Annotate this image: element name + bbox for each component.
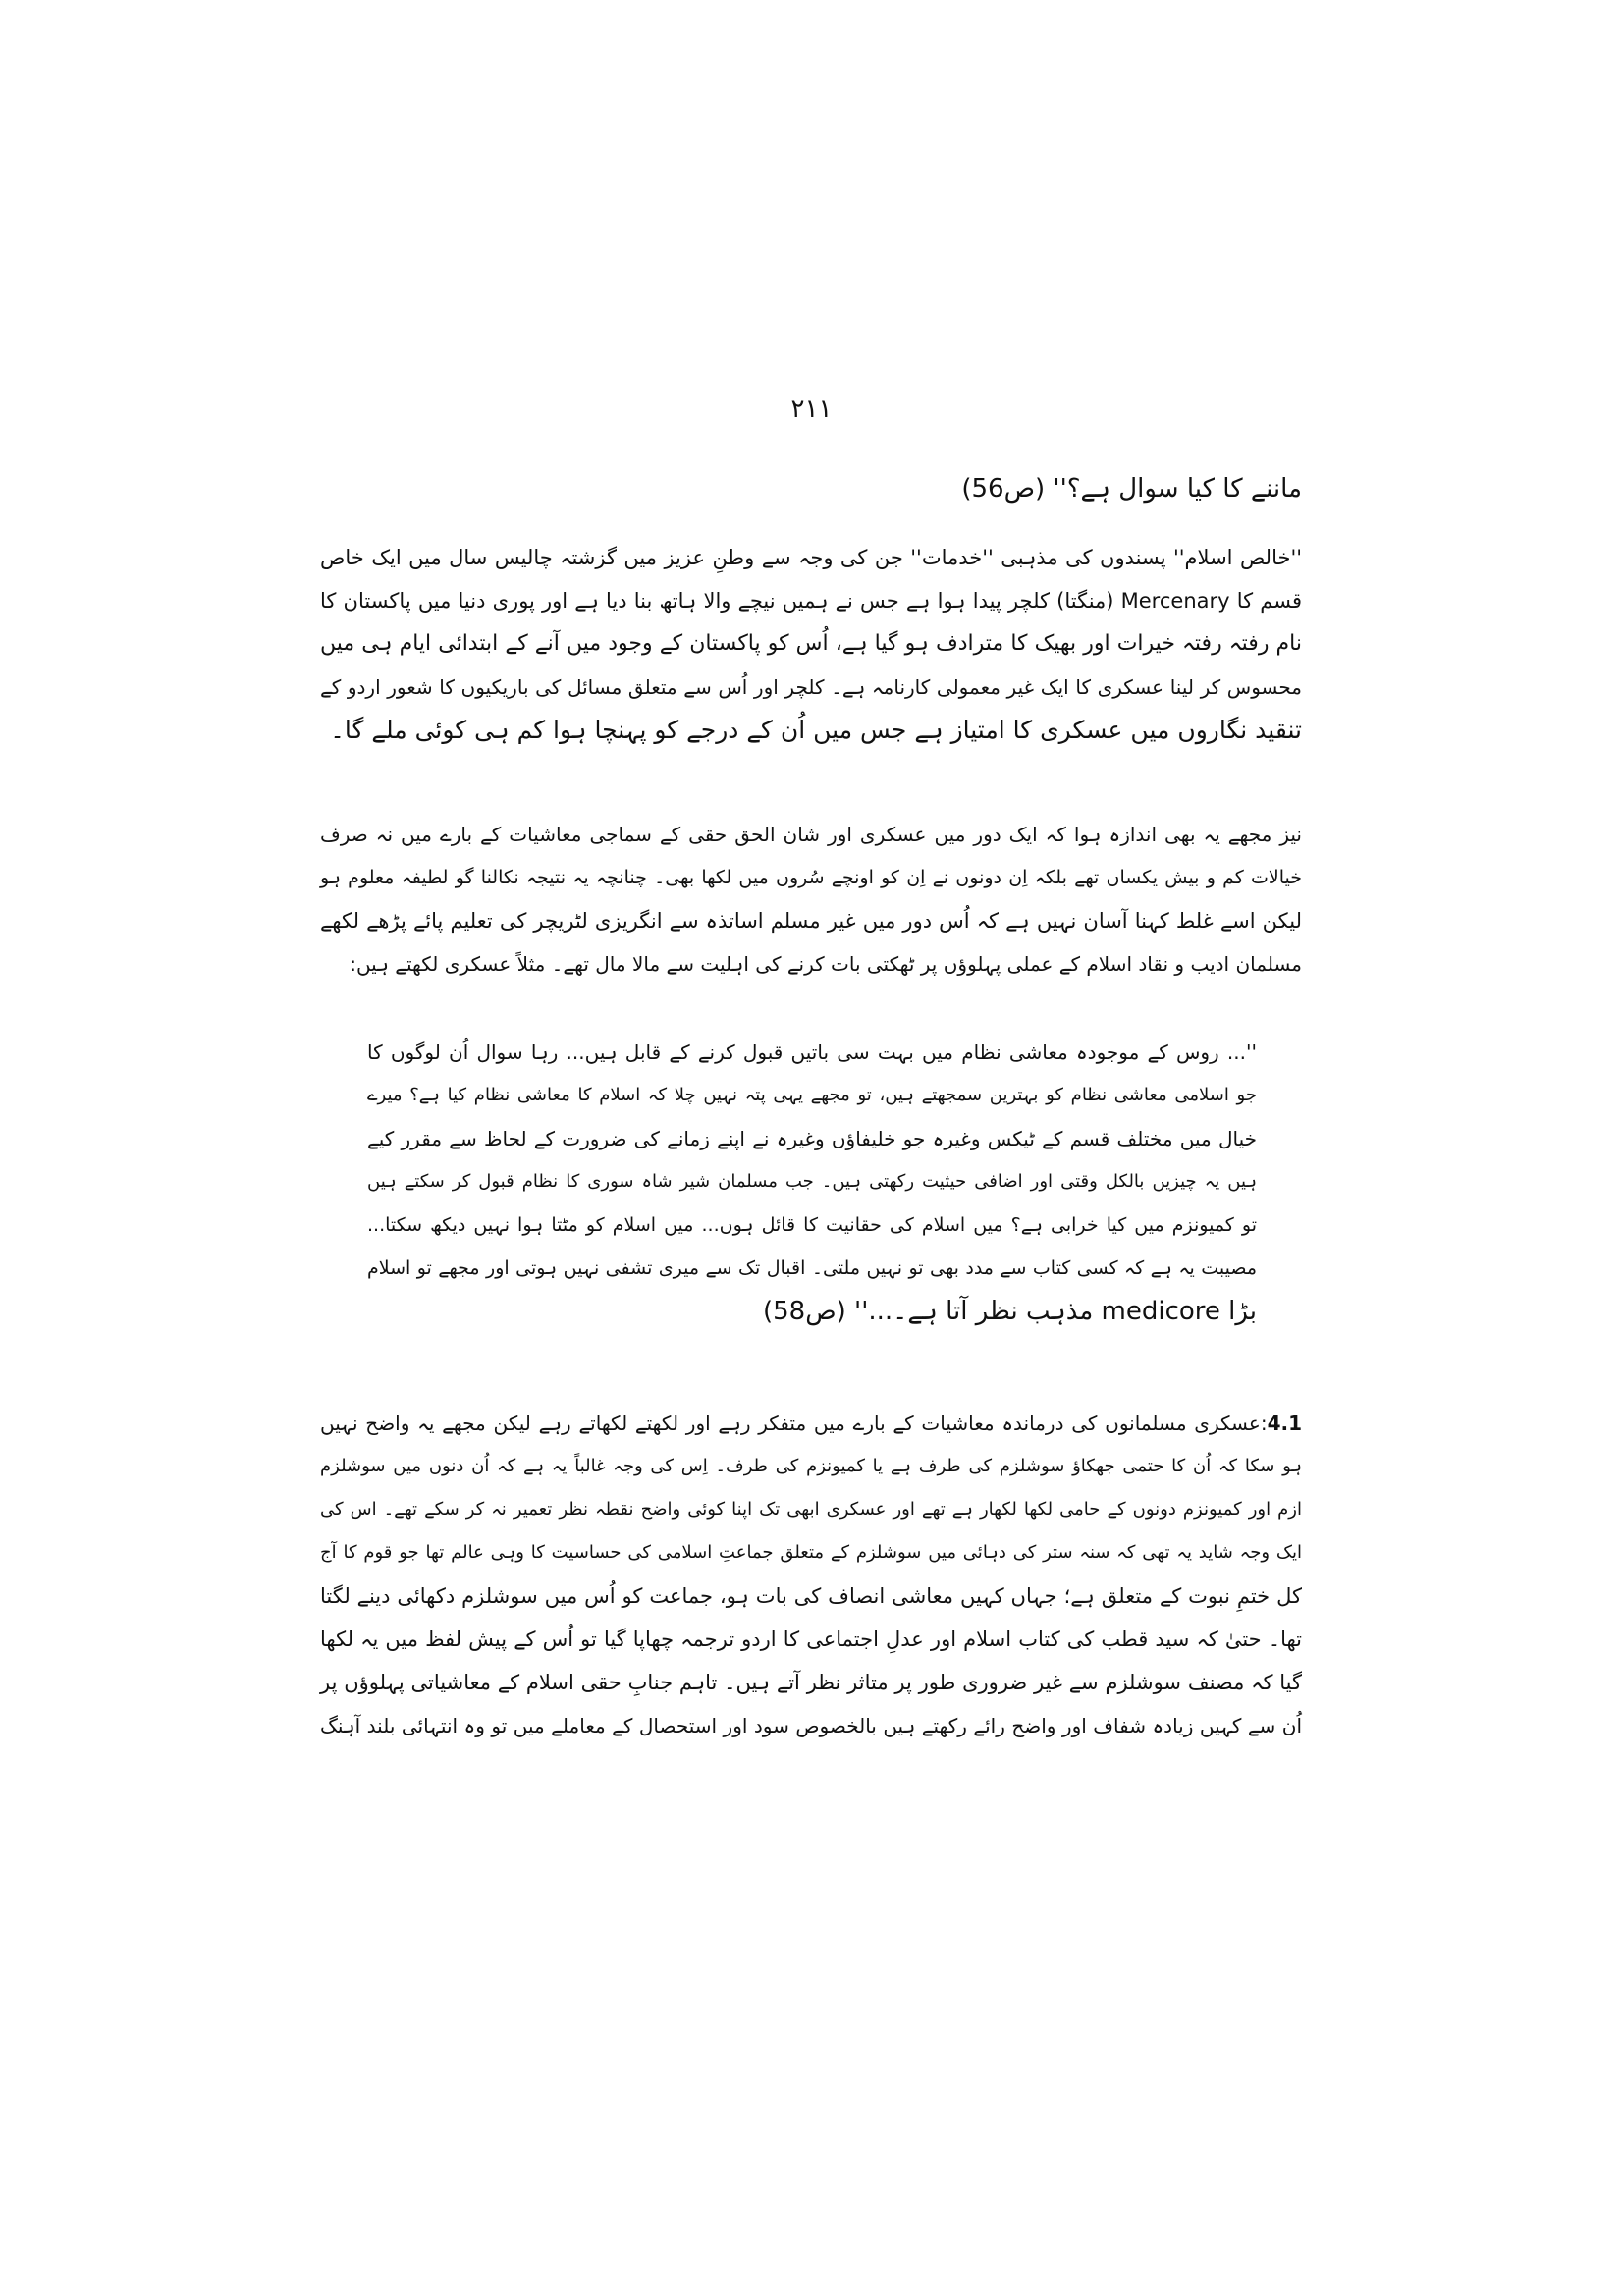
text-line: نیز مجھے یہ بھی اندازہ ہوا کہ ایک دور میں عسکری اور شان الحق حقی کے سماجی معاشیات کے بارے میں نہ صرف — [320, 823, 1302, 846]
text-line: تھا۔ حتیٰ کہ سید قطب کی کتاب اسلام اور عدلِ اجتماعی کا اردو ترجمہ چھاپا گیا تو اُس کے پیش لفظ میں یہ لکھا — [320, 1628, 1302, 1651]
paragraph-2 — [320, 813, 1302, 986]
text-line: کل ختمِ نبوت کے متعلق ہے؛ جہاں کہیں معاشی انصاف کی بات ہو، جماعت کو اُس میں سوشلزم دکھائی دینے لگتا — [320, 1584, 1302, 1608]
text-line: لیکن اسے غلط کہنا آسان نہیں ہے کہ اُس دور میں غیر مسلم اساتذہ سے انگریزی لٹریچر کی تعلیم پائے پڑھے لکھے — [320, 909, 1302, 933]
quote-line: مصیبت یہ ہے کہ کسی کتاب سے مدد بھی تو نہیں ملتی۔ اقبال تک سے میری تشفی نہیں ہوتی اور مجھے تو اسلام — [367, 1257, 1257, 1279]
text-line: مسلمان ادیب و نقاد اسلام کے عملی پہلوؤں پر ٹھکتی بات کرنے کی اہلیت سے مالا مال تھے۔ مثلاً عسکری لکھتے ہیں: — [350, 952, 1302, 976]
text-line: قسم کا Mercenary (منگتا) کلچر پیدا ہوا ہے جس نے ہمیں نیچے والا ہاتھ بنا دیا ہے اور پوری دنیا میں پاکستان کا — [320, 589, 1302, 613]
quote-line: خیال میں مختلف قسم کے ٹیکس وغیرہ جو خلیفاؤں وغیرہ نے اپنے زمانے کی ضرورت کے لحاظ سے مقرر کیے — [367, 1127, 1257, 1150]
quote-line: ہیں یہ چیزیں بالکل وقتی اور اضافی حیثیت رکھتی ہیں۔ جب مسلمان شیر شاہ سوری کا نظام قبول کر سکتے ہیں — [367, 1171, 1257, 1192]
text-line: ازم اور کمیونزم دونوں کے حامی لکھا لکھار ہے تھے اور عسکری ابھی تک اپنا کوئی واضح نقطہ نظر تعمیر نہ کر سکے تھے۔ اس کی — [320, 1499, 1302, 1520]
text-line: تنقید نگاروں میں عسکری کا امتیاز ہے جس میں اُن کے درجے کو پہنچا ہوا کم ہی کوئی ملے گا۔ — [330, 716, 1302, 744]
text-line — [320, 1402, 1302, 1445]
block-quote — [367, 1031, 1257, 1333]
quote-line: ''... روس کے موجودہ معاشی نظام میں بہت سی باتیں قبول کرنے کے قابل ہیں... رہا سوال اُن لوگوں کا — [367, 1041, 1257, 1064]
text-line: گیا کہ مصنف سوشلزم سے غیر ضروری طور پر متاثر نظر آتے ہیں۔ تاہم جنابِ حقی اسلام کے معاشیاتی پہلوؤں پر — [320, 1671, 1302, 1694]
text-line-rest: :عسکری مسلمانوں کی درماندہ معاشیات کے بارے میں متفکر رہے اور لکھتے لکھاتے رہے لیکن مجھے یہ واضح نہیں — [320, 1412, 1268, 1435]
text-line: نام رفتہ رفتہ خیرات اور بھیک کا مترادف ہو گیا ہے، اُس کو پاکستان کے وجود میں آنے کے ابتدائی ایام ہی میں — [320, 631, 1302, 656]
text-line: خیالات کم و بیش یکساں تھے بلکہ اِن دونوں نے اِن کو اونچے سُروں میں لکھا بھی۔ چنانچہ یہ نتیجہ نکالنا گو لطیفہ معلوم ہو — [320, 867, 1302, 888]
text-line: محسوس کر لینا عسکری کا ایک غیر معمولی کارنامہ ہے۔ کلچر اور اُس سے متعلق مسائل کی باریکیوں کا شعور اردو کے — [320, 675, 1302, 699]
text-line: ایک وجہ شاید یہ تھی کہ سنہ ستر کی دہائی میں سوشلزم کے متعلق جماعتِ اسلامی کی حساسیت کا وہی عالم تھا جو قوم کا آج — [320, 1542, 1302, 1563]
quote-line: بڑا medicore مذہب نظر آتا ہے۔...'' (ص58) — [762, 1297, 1257, 1326]
text-line: ماننے کا کیا سوال ہے؟'' (ص56) — [961, 474, 1302, 504]
paragraph-1 — [320, 536, 1302, 752]
text-line: ''خالص اسلام'' پسندوں کی مذہبی ''خدمات'' جن کی وجہ سے وطنِ عزیز میں گزشتہ چالیس سال میں ایک خاص — [320, 546, 1302, 569]
section-number: 4.1 — [1267, 1412, 1302, 1435]
page-number: ۲۱۱ — [790, 395, 833, 424]
section-4-1-paragraph — [320, 1402, 1302, 1747]
text-line: اُن سے کہیں زیادہ شفاف اور واضح رائے رکھتے ہیں بالخصوص سود اور استحصال کے معاملے میں تو وہ انتہائی بلند آہنگ — [320, 1714, 1303, 1737]
quote-line: تو کمیونزم میں کیا خرابی ہے؟ میں اسلام کی حقانیت کا قائل ہوں... میں اسلام کو مٹتا ہوا نہیں دیکھ سکتا... — [367, 1214, 1257, 1236]
paragraph-continuation — [320, 467, 1302, 510]
quote-line: جو اسلامی معاشی نظام کو بہترین سمجھتے ہیں، تو مجھے یہی پتہ نہیں چلا کہ اسلام کا معاشی نظام کیا ہے؟ میرے — [367, 1085, 1257, 1105]
text-line: ہو سکا کہ اُن کا حتمی جھکاؤ سوشلزم کی طرف ہے یا کمیونزم کی طرف۔ اِس کی وجہ غالباً یہ ہے کہ اُن دنوں میں سوشلزم — [320, 1456, 1302, 1476]
